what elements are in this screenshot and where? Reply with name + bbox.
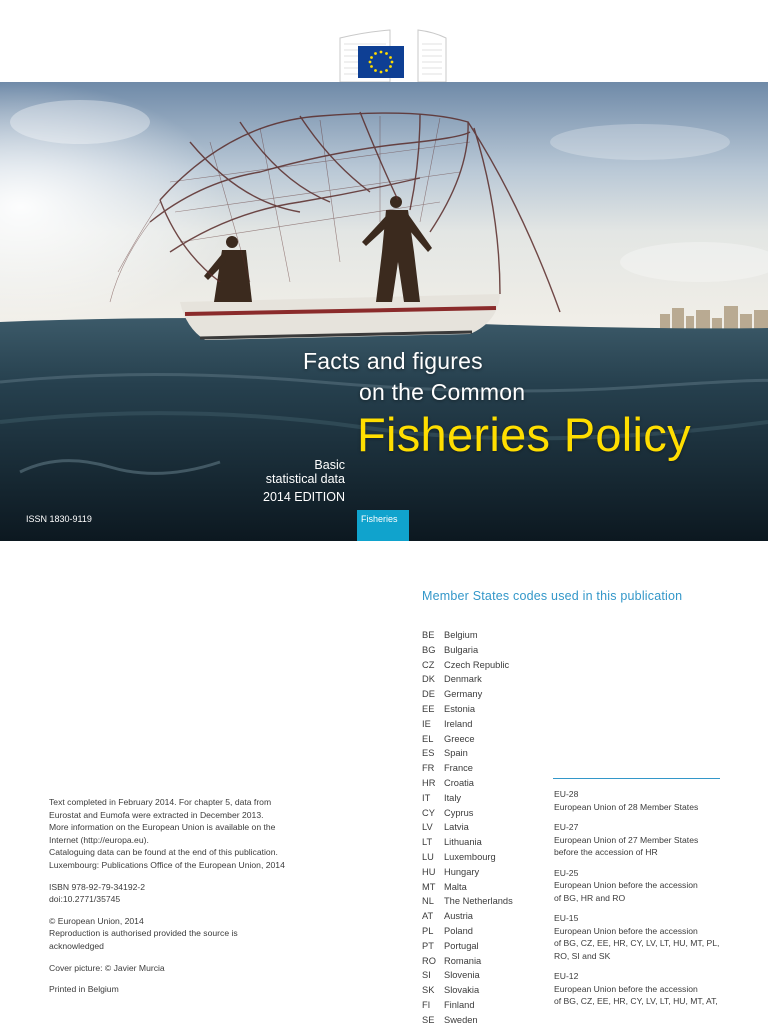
- fishermen-casting-net-image: [0, 82, 768, 541]
- country-name: Cyprus: [444, 807, 474, 818]
- imprint-line: Cataloguing data can be found at the end of this publication.: [49, 847, 278, 858]
- country-name: Lithuania: [444, 837, 482, 848]
- groups-divider: [553, 778, 720, 779]
- code-row: [422, 924, 552, 939]
- country-code: IE: [422, 718, 431, 729]
- imprint-cover-picture: Cover picture: © Javier Murcia: [49, 962, 165, 973]
- code-row: [422, 998, 552, 1013]
- imprint-line: Internet (http://europa.eu).: [49, 834, 149, 845]
- country-code: NL: [422, 896, 434, 907]
- country-name: Slovenia: [444, 970, 480, 981]
- eu-group-code: EU-27: [554, 822, 579, 832]
- code-row: [422, 658, 552, 673]
- code-row: [422, 983, 552, 998]
- code-row: [422, 865, 552, 880]
- cover-subtitle-line2: statistical data: [265, 472, 345, 486]
- imprint-line: More information on the European Union is available on the: [49, 822, 276, 833]
- code-row: [422, 909, 552, 924]
- code-row: [422, 894, 552, 909]
- country-name: Greece: [444, 733, 475, 744]
- country-name: Germany: [444, 689, 483, 700]
- eu-group-code: EU-15: [554, 913, 579, 923]
- eu-group-description: European Union before the accession: [554, 880, 698, 890]
- code-row: [422, 628, 552, 643]
- country-code: SI: [422, 970, 431, 981]
- imprint-copyright: © European Union, 2014: [49, 915, 144, 926]
- country-code: DE: [422, 689, 435, 700]
- country-code: PL: [422, 925, 434, 936]
- eu-group-code: EU-25: [554, 867, 579, 878]
- code-row: [422, 806, 552, 821]
- cover-edition: 2014 EDITION: [263, 490, 345, 504]
- country-name: Sweden: [444, 1014, 478, 1025]
- cover-title-line1: Facts and figures: [303, 348, 483, 374]
- country-name: Latvia: [444, 822, 469, 833]
- imprint-reproduction-line2: acknowledged: [49, 940, 104, 951]
- code-row: [422, 820, 552, 835]
- code-row: [422, 672, 552, 687]
- code-row: [422, 702, 552, 717]
- country-code: AT: [422, 911, 434, 922]
- country-name: Italy: [444, 792, 462, 803]
- eu-group-description: of BG, HR and RO: [554, 892, 626, 903]
- country-name: Ireland: [444, 718, 473, 729]
- country-code: LV: [422, 822, 433, 833]
- country-name: Malta: [444, 881, 467, 892]
- eu-flag-icon: [358, 46, 404, 78]
- cover-main-title: Fisheries Policy: [357, 408, 691, 461]
- country-name: Denmark: [444, 674, 482, 685]
- imprint-line: Luxembourg: Publications Office of the European Union, 2014: [49, 859, 285, 870]
- code-row: [422, 776, 552, 791]
- eu-group-description: RO, SI and SK: [554, 950, 611, 961]
- country-name: Estonia: [444, 703, 476, 714]
- eu-group: [554, 970, 724, 1008]
- country-name: The Netherlands: [444, 896, 513, 907]
- eu-group-code: EU-28: [554, 789, 579, 799]
- member-states-codes-list: [422, 628, 552, 1028]
- country-code: RO: [422, 955, 436, 966]
- country-name: Romania: [444, 955, 482, 966]
- country-code: PT: [422, 940, 434, 951]
- country-name: Finland: [444, 999, 475, 1010]
- country-code: LT: [422, 837, 433, 848]
- country-name: Belgium: [444, 630, 478, 640]
- cover-photo: [0, 82, 768, 541]
- code-row: [422, 643, 552, 658]
- code-row: [422, 761, 552, 776]
- imprint-doi: doi:10.2771/35745: [49, 894, 121, 905]
- eu-group-description: of BG, CZ, EE, HR, CY, LV, LT, HU, MT, AT,: [554, 996, 718, 1006]
- eu-group-code: EU-12: [554, 971, 579, 981]
- imprint-isbn: ISBN 978-92-79-34192-2: [49, 881, 146, 892]
- code-row: [422, 732, 552, 747]
- country-name: Bulgaria: [444, 644, 479, 655]
- code-row: [422, 687, 552, 702]
- code-row: [422, 717, 552, 732]
- country-code: HR: [422, 777, 436, 788]
- cover-title-line2: on the Common: [359, 379, 526, 405]
- country-code: DK: [422, 674, 435, 685]
- country-code: EE: [422, 703, 435, 714]
- country-name: Portugal: [444, 940, 479, 951]
- eu-group: [554, 788, 724, 813]
- country-code: SK: [422, 985, 435, 996]
- code-row: [422, 968, 552, 983]
- country-code: SE: [422, 1014, 435, 1025]
- cover-subtitle-line1: Basic: [314, 458, 345, 472]
- country-code: BG: [422, 644, 436, 655]
- code-row: [422, 939, 552, 954]
- country-code: CZ: [422, 659, 435, 670]
- eu-group-description: European Union of 27 Member States: [554, 834, 699, 845]
- country-name: Spain: [444, 748, 468, 759]
- code-row: [422, 850, 552, 865]
- eu-group-description: European Union before the accession: [554, 925, 698, 936]
- country-name: Austria: [444, 911, 473, 922]
- country-name: Hungary: [444, 866, 480, 877]
- fisheries-tab: Fisheries: [357, 510, 409, 541]
- country-code: HU: [422, 866, 436, 877]
- country-code: MT: [422, 881, 436, 892]
- country-name: Poland: [444, 925, 473, 936]
- country-code: LU: [422, 851, 434, 862]
- cover-issn: ISSN 1830-9119: [26, 514, 92, 524]
- code-row: [422, 880, 552, 895]
- eu-group: [554, 821, 724, 859]
- country-code: IT: [422, 792, 431, 803]
- eu-group: [554, 912, 724, 962]
- imprint-line: Text completed in February 2014. For chapter 5, data from: [49, 797, 272, 807]
- country-code: FI: [422, 999, 431, 1010]
- imprint-line: Eurostat and Eumofa were extracted in December 2013.: [49, 809, 264, 820]
- code-row: [422, 954, 552, 969]
- eu-group: [554, 867, 724, 905]
- code-row: [422, 1013, 552, 1028]
- country-name: Slovakia: [444, 985, 480, 996]
- code-row: [422, 746, 552, 761]
- country-code: CY: [422, 807, 435, 818]
- eu-group-description: European Union of 28 Member States: [554, 801, 699, 812]
- code-row: [422, 835, 552, 850]
- country-code: ES: [422, 748, 435, 759]
- country-name: Croatia: [444, 777, 474, 788]
- imprint-printed: Printed in Belgium: [49, 984, 119, 995]
- codes-section-title: Member States codes used in this publication: [422, 589, 683, 603]
- imprint-reproduction-line1: Reproduction is authorised provided the source is: [49, 928, 238, 939]
- eu-group-description: European Union before the accession: [554, 983, 698, 994]
- eu-group-description: before the accession of HR: [554, 847, 658, 857]
- country-code: EL: [422, 733, 434, 744]
- country-name: France: [444, 763, 473, 774]
- imprint-block: [49, 796, 309, 996]
- european-commission-logo: [334, 24, 452, 84]
- country-code: BE: [422, 630, 435, 640]
- country-code: FR: [422, 763, 435, 774]
- country-name: Luxembourg: [444, 851, 496, 862]
- code-row: [422, 791, 552, 806]
- country-name: Czech Republic: [444, 659, 510, 670]
- eu-group-description: of BG, CZ, EE, HR, CY, LV, LT, HU, MT, PL,: [554, 938, 720, 948]
- eu-groups-list: [554, 788, 724, 1016]
